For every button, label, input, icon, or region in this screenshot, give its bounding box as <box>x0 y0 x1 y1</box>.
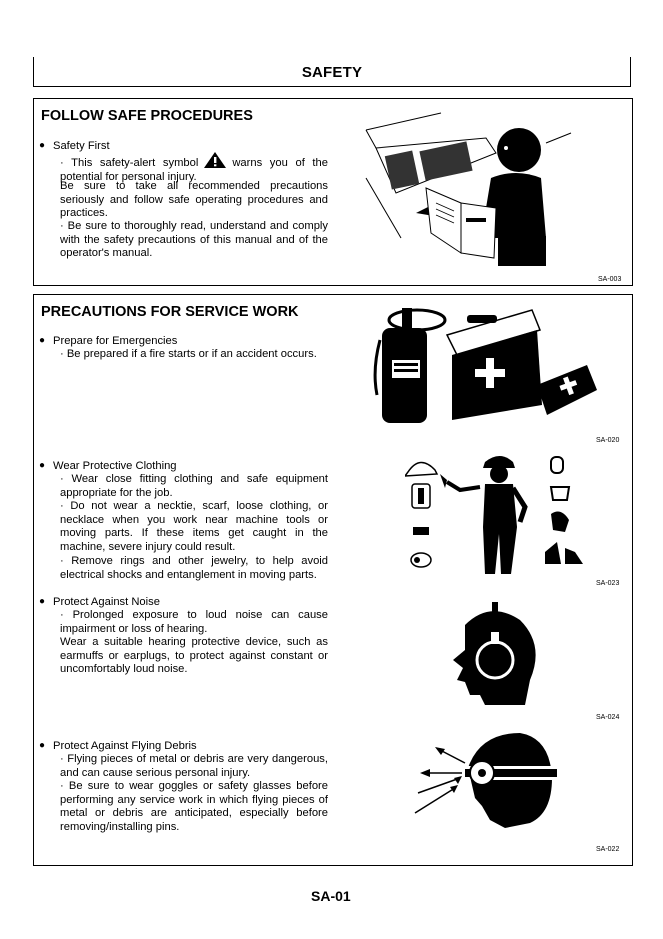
hearing-protection-head-illustration <box>435 600 545 710</box>
paragraph: Be sure to take all recommended precautions seriously and follow safe operating procedures and practices. <box>60 180 328 220</box>
page-number: SA-01 <box>311 888 351 904</box>
paragraph: · Be sure to wear goggles or safety glasses before performing any service work in which flying pieces of metal or debris are anticipated, especially before removing/installing pins. <box>60 780 328 833</box>
safety-alert-icon <box>204 152 226 168</box>
paragraph-text: · This safety-alert symbol <box>60 157 199 169</box>
safety-goggles-head-illustration <box>410 728 560 838</box>
paragraph: · Wear close fitting clothing and safe equipment appropriate for the job. <box>60 473 328 499</box>
paragraph: · Remove rings and other jewelry, to help avoid electrical shocks and entanglement in moving parts. <box>60 555 328 581</box>
paragraph-text: warns you of the potential for personal injury. <box>60 157 328 183</box>
bullet-dot: ● <box>39 460 46 471</box>
operator-reading-manual-illustration <box>356 108 586 273</box>
page-title: SAFETY <box>301 64 363 81</box>
bullet-title: Protect Against Noise <box>53 596 160 608</box>
paragraph: · Be sure to thoroughly read, understand and comply with the safety precautions of this manual and of the operator's manual. <box>60 220 328 260</box>
paragraph: · Be prepared if a fire starts or if an accident occurs. <box>60 348 317 360</box>
figure-code: SA-024 <box>596 714 620 721</box>
section-heading-precautions: PRECAUTIONS FOR SERVICE WORK <box>41 304 299 320</box>
bullet-safety-first <box>39 139 110 153</box>
bullet-dot: ● <box>39 140 46 151</box>
bullet-title: Prepare for Emergencies <box>53 335 178 347</box>
bullet-protect-against-flying-debris <box>39 739 197 753</box>
bullet-title: Protect Against Flying Debris <box>53 740 197 752</box>
bullet-title: Safety First <box>53 140 110 152</box>
figure-code: SA-003 <box>598 276 622 283</box>
bullet-prepare-for-emergencies <box>39 334 178 348</box>
figure-code: SA-023 <box>596 580 620 587</box>
bullet-protect-against-noise <box>39 595 160 609</box>
bullet-dot: ● <box>39 740 46 751</box>
bullet-wear-protective-clothing <box>39 459 177 473</box>
bullet-dot: ● <box>39 335 46 346</box>
page-title-box <box>33 57 631 87</box>
paragraph: · Prolonged exposure to loud noise can cause impairment or loss of hearing. <box>60 609 328 635</box>
figure-code: SA-022 <box>596 846 620 853</box>
figure-code: SA-020 <box>596 437 620 444</box>
paragraph: · Flying pieces of metal or debris are very dangerous, and can cause serious personal injury. <box>60 753 328 779</box>
bullet-dot: ● <box>39 596 46 607</box>
paragraph: Wear a suitable hearing protective device, such as earmuffs or earplugs, to protect against constant or uncomfortably loud noise. <box>60 636 328 676</box>
paragraph: · Do not wear a necktie, scarf, loose clothing, or necklace when you work near machine tools or moving parts. If these items get caught in the machine, severe injury could result. <box>60 500 328 553</box>
protective-clothing-illustration <box>405 452 590 577</box>
section-heading-follow-safe-procedures: FOLLOW SAFE PROCEDURES <box>41 108 253 124</box>
bullet-title: Wear Protective Clothing <box>53 460 177 472</box>
fire-extinguisher-first-aid-illustration <box>372 300 612 425</box>
